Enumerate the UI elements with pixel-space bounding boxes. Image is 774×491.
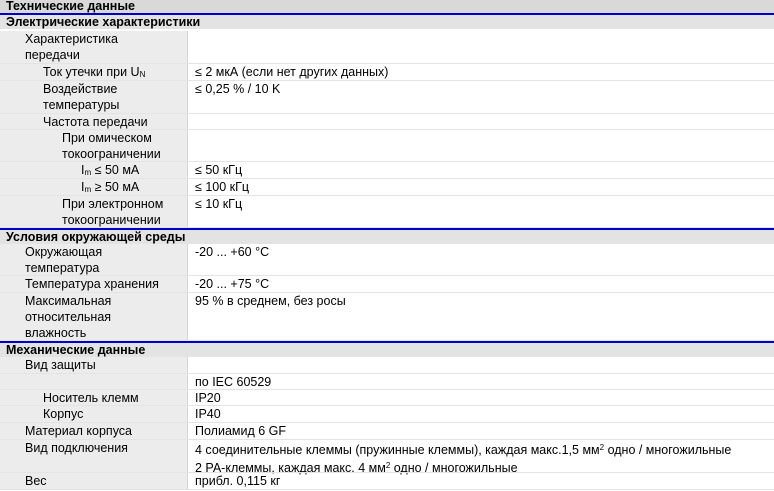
row-value: 95 % в среднем, без росы [195,294,346,308]
row-humidity [0,293,774,341]
row-value: прибл. 0,115 кг [195,474,281,488]
section-mechanical-heading: Механические данные [0,341,774,357]
row-value: IP20 [195,391,221,405]
row-connection [0,440,774,473]
row-label: Максимальная относительная влажность [25,294,112,340]
row-frequency [0,114,774,130]
row-value: 4 соединительные клеммы (пружинные клеммы), каждая макс.1,5 $мм^2$ одно / многожильные 2 PA-клеммы, каждая макс. 4 $мм^2$ одно / многожильные [195,443,732,475]
row-leak-current [0,64,774,81]
row-protection [0,357,774,374]
row-label: Материал корпуса [25,424,133,438]
row-ohmic-limit [0,130,774,162]
row-label: Вид защиты [25,358,96,372]
row-im-ge-50 [0,179,774,196]
row-value: ≤ 50 кГц [195,163,243,177]
row-temperature-effect [0,81,774,114]
row-label: Температура хранения [25,277,159,291]
row-transfer-characteristic [0,31,774,64]
row-ambient-temp [0,244,774,276]
row-value: -20 ... +60 °C [195,245,270,259]
row-label: При омическом токоограничении [62,131,161,161]
row-label: Вес [25,474,47,488]
row-housing [0,406,774,423]
row-terminal-carrier [0,390,774,406]
row-protection-standard [0,374,774,390]
row-label: Воздействие температуры [43,82,120,112]
row-value: по IEC 60529 [195,375,272,389]
row-weight [0,473,774,490]
row-label: Корпус [43,407,84,421]
row-value: Полиамид 6 GF [195,424,287,438]
section-electrical-heading: Электрические характеристики [0,13,774,29]
row-im-le-50 [0,162,774,179]
row-label: $I_m \ge 50$ мА [81,180,140,194]
row-label: $I_m \le 50$ мА [81,163,140,177]
row-electronic-limit [0,196,774,228]
row-value: ≤ 10 кГц [195,197,243,211]
row-label: Частота передачи [43,115,148,129]
row-value: ≤ 100 кГц [195,180,250,194]
section-environment-heading: Условия окружающей среды [0,228,774,244]
row-label: Окружающая температура [25,245,103,275]
row-value: ≤ 2 мкА (если нет других данных) [195,65,389,79]
row-label: Носитель клемм [43,391,139,405]
row-housing-material [0,423,774,440]
table-title: Технические данные [0,0,774,13]
row-value: ≤ 0,25 % / 10 K [195,82,281,96]
row-label: При электронном токоограничении [62,197,164,227]
row-label: Вид подключения [25,441,128,455]
row-storage-temp [0,276,774,293]
row-value: -20 ... +75 °C [195,277,270,291]
row-value: IP40 [195,407,221,421]
row-label: Характеристика передачи [25,32,118,62]
row-label: Ток утечки при $U_N$ [43,65,146,79]
